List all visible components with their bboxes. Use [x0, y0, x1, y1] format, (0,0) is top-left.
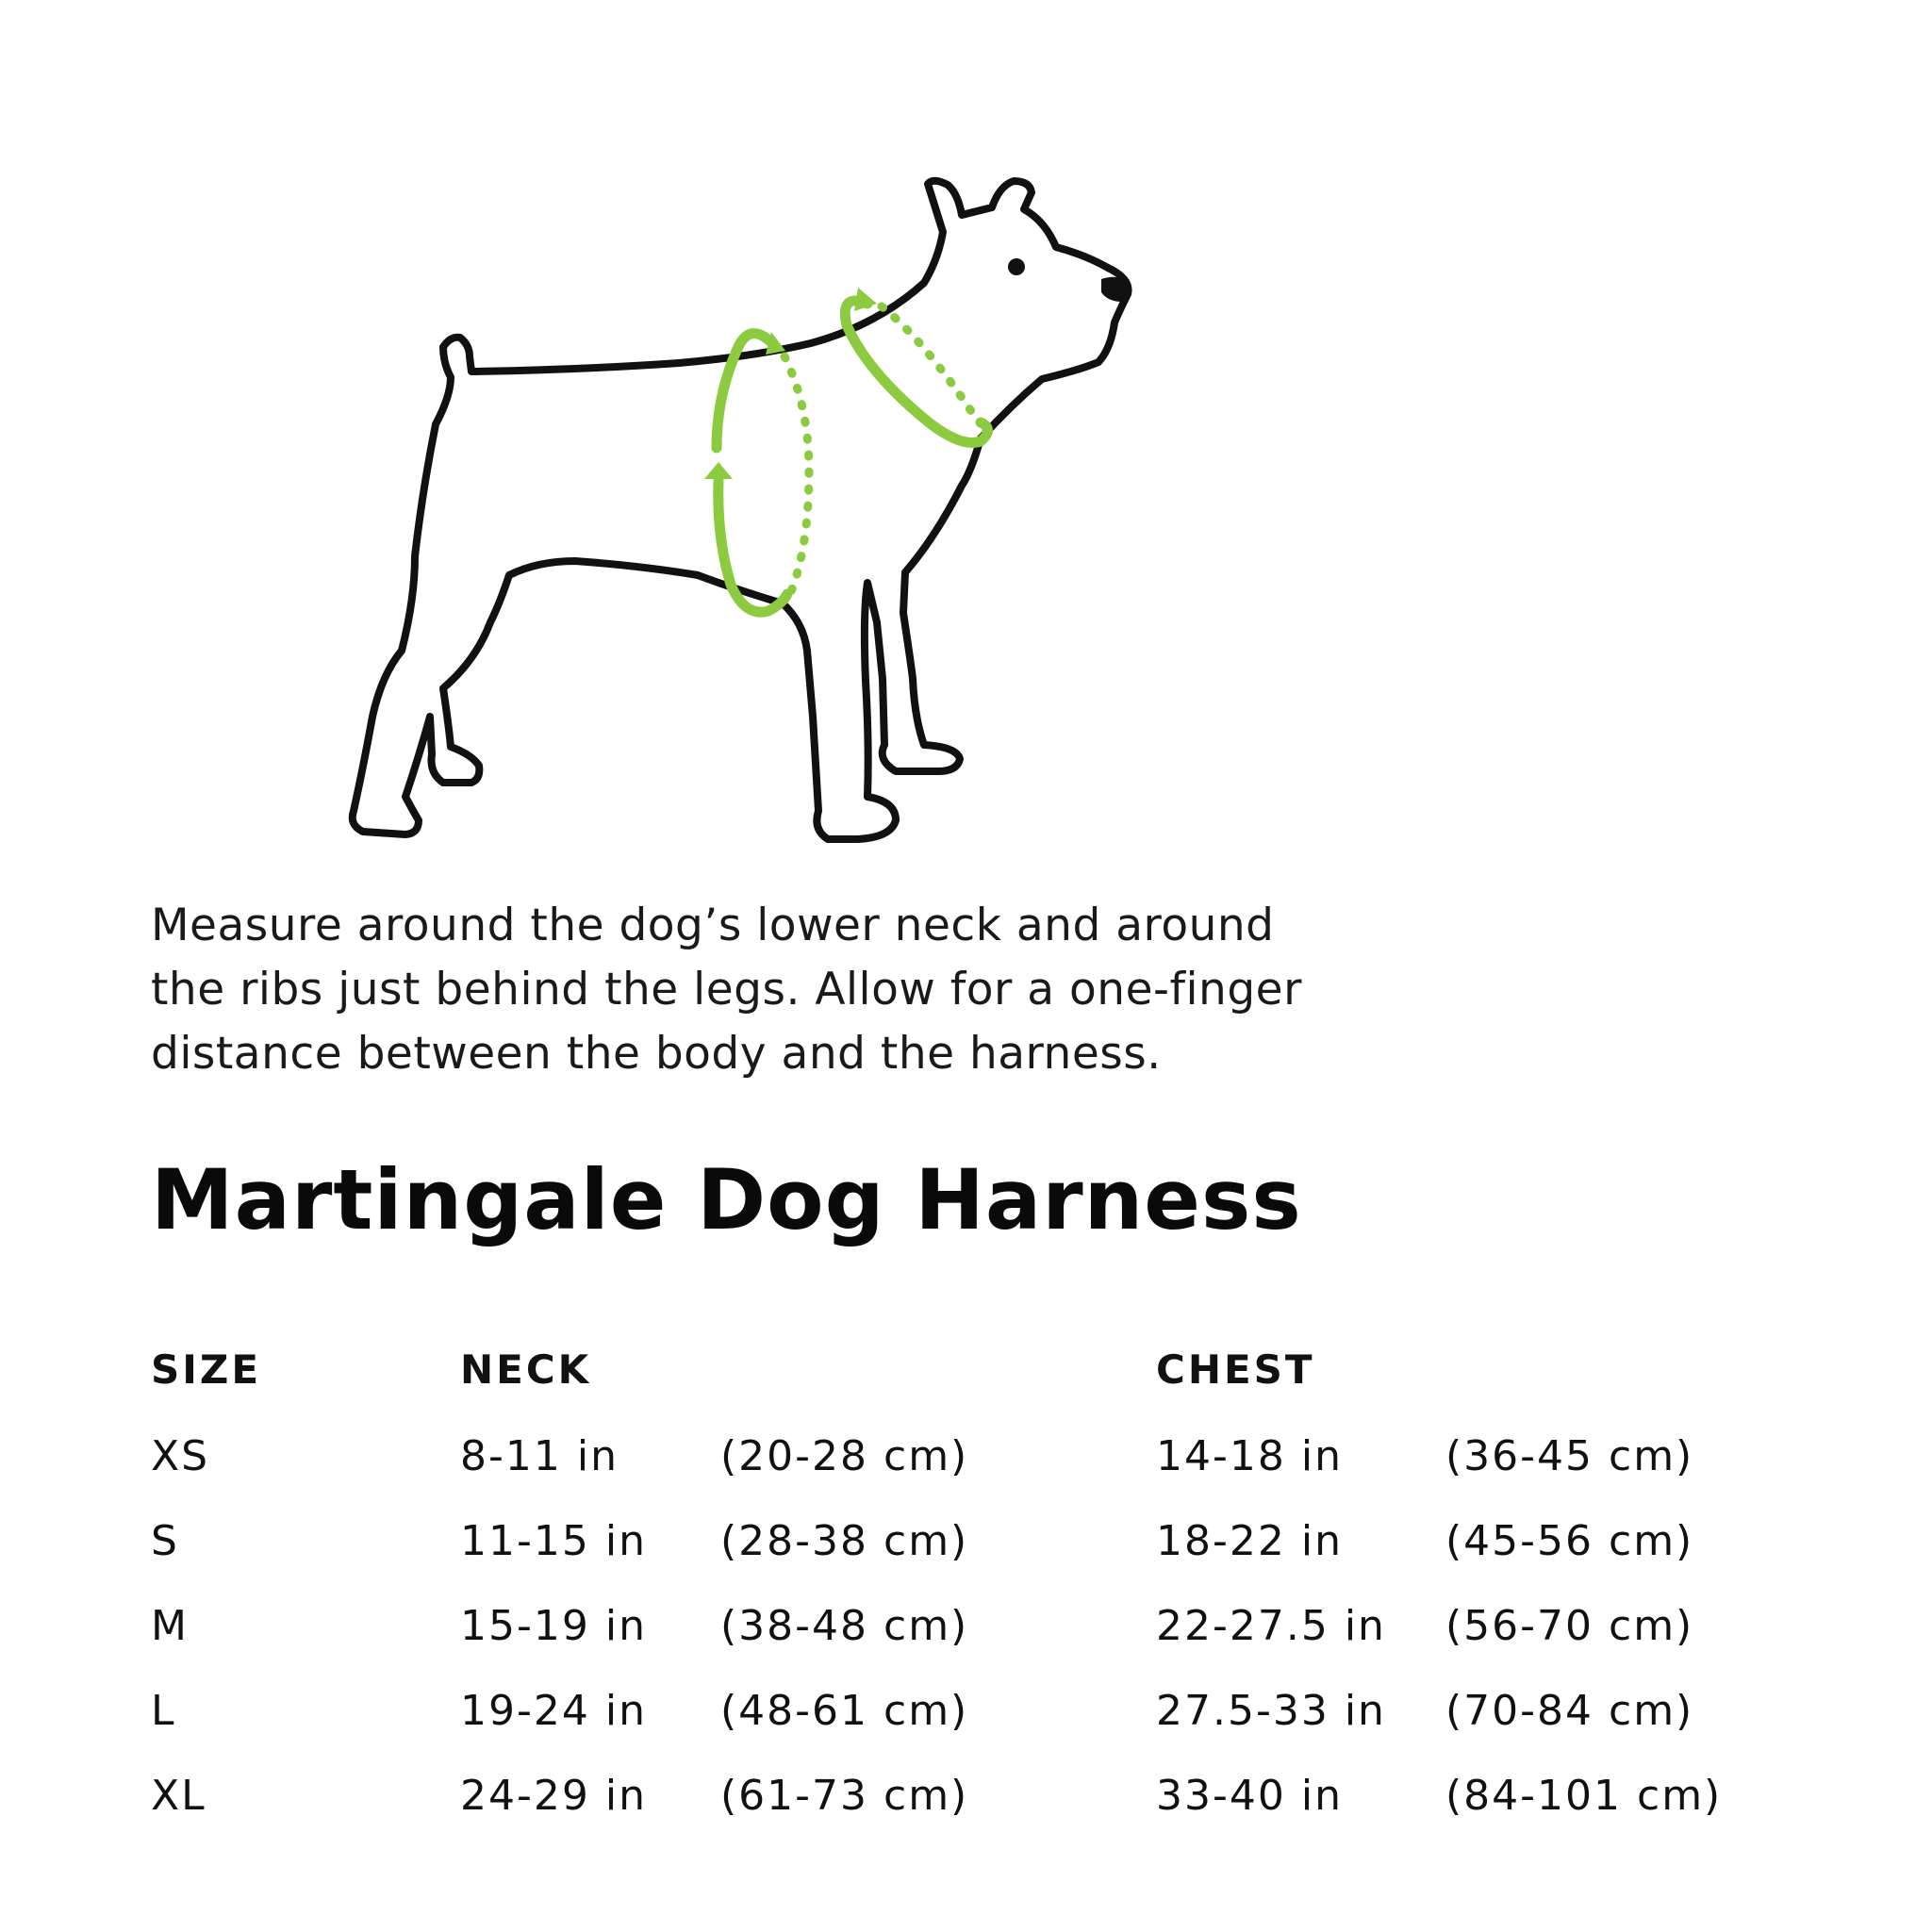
header-size: SIZE	[151, 1346, 262, 1393]
instructions-line-3: distance between the body and the harness.	[151, 1028, 1162, 1080]
chest-in-cell: 33-40 in	[1156, 1772, 1343, 1820]
size-cell: XS	[151, 1432, 210, 1480]
dog-outline-graphic	[339, 165, 1150, 863]
chest-cm-cell: (45-56 cm)	[1445, 1517, 1694, 1565]
table-row	[151, 1584, 1810, 1669]
chest-in-cell: 14-18 in	[1156, 1432, 1343, 1480]
neck-cm-cell: (61-73 cm)	[720, 1772, 969, 1820]
dog-eye	[1008, 258, 1025, 275]
table-row	[151, 1414, 1810, 1499]
neck-in-cell: 19-24 in	[460, 1687, 647, 1735]
dog-measurement-illustration	[339, 165, 1150, 863]
size-cell: XL	[151, 1772, 206, 1820]
neck-in-cell: 11-15 in	[460, 1517, 647, 1565]
chest-cm-cell: (36-45 cm)	[1445, 1432, 1694, 1480]
dog-body-outline	[353, 181, 1129, 839]
chest-in-cell: 27.5-33 in	[1156, 1687, 1386, 1735]
page-title: Martingale Dog Harness	[151, 1151, 1302, 1248]
table-row	[151, 1754, 1810, 1839]
chest-in-cell: 22-27.5 in	[1156, 1602, 1386, 1650]
chest-cm-cell: (70-84 cm)	[1445, 1687, 1694, 1735]
size-cell: L	[151, 1687, 176, 1735]
table-header-row	[151, 1328, 1810, 1414]
chest-cm-cell: (56-70 cm)	[1445, 1602, 1694, 1650]
instructions-line-1: Measure around the dog’s lower neck and around	[151, 900, 1275, 951]
neck-cm-cell: (28-38 cm)	[720, 1517, 969, 1565]
neck-cm-cell: (20-28 cm)	[720, 1432, 969, 1480]
size-cell: M	[151, 1602, 189, 1650]
instructions-line-2: the ribs just behind the legs. Allow for a one-finger	[151, 964, 1302, 1016]
size-cell: S	[151, 1517, 179, 1565]
neck-cm-cell: (48-61 cm)	[720, 1687, 969, 1735]
neck-cm-cell: (38-48 cm)	[720, 1602, 969, 1650]
table-row	[151, 1499, 1810, 1584]
chest-cm-cell: (84-101 cm)	[1445, 1772, 1723, 1820]
header-neck: NECK	[460, 1346, 592, 1393]
chest-in-cell: 18-22 in	[1156, 1517, 1343, 1565]
size-chart-table	[151, 1328, 1810, 1839]
header-chest: CHEST	[1156, 1346, 1315, 1393]
neck-in-cell: 15-19 in	[460, 1602, 647, 1650]
neck-in-cell: 8-11 in	[460, 1432, 619, 1480]
table-row	[151, 1669, 1810, 1754]
neck-in-cell: 24-29 in	[460, 1772, 647, 1820]
measurement-instructions	[151, 894, 1377, 1086]
